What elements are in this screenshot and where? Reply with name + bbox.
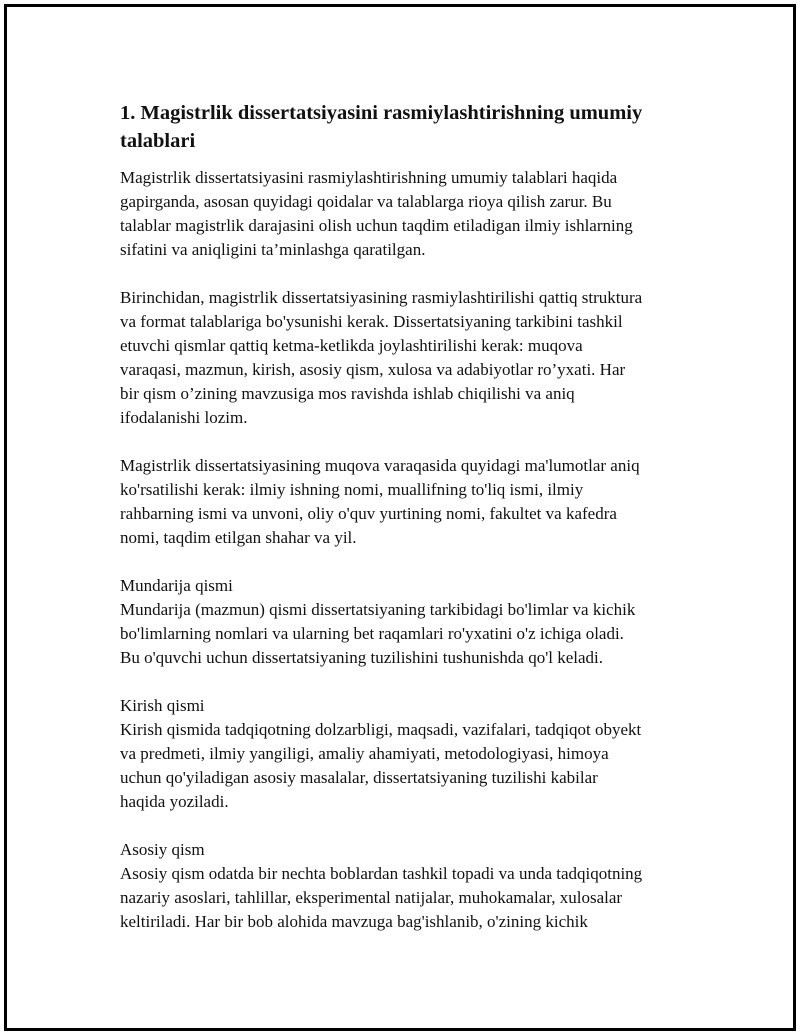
text-line: rahbarning ismi va unvoni, oliy o'quv yurtining nomi, fakultet va kafedra (120, 504, 617, 523)
text-line: ifodalanishi lozim. (120, 408, 248, 427)
heading-line: 1. Magistrlik dissertatsiyasini rasmiylashtirishning umumiy (120, 102, 643, 124)
text-line: talablar magistrlik darajasini olish uchun taqdim etiladigan ilmiy ishlarning (120, 216, 633, 235)
text-line: va format talablariga bo'ysunishi kerak. Dissertatsiyaning tarkibini tashkil (120, 312, 623, 331)
paragraph-intro (120, 166, 700, 262)
text-line: bir qism o’zining mavzusiga mos ravishda ishlab chiqilishi va aniq (120, 384, 575, 403)
text-line: nazariy asoslari, tahlillar, eksperimental natijalar, muhokamalar, xulosalar (120, 888, 623, 907)
text-line: etuvchi qismlar qattiq ketma-ketlikda joylashtirilishi kerak: muqova (120, 336, 583, 355)
subheading-line: Mundarija qismi (120, 576, 233, 595)
text-line: varaqasi, mazmun, kirish, asosiy qism, xulosa va adabiyotlar ro’yxati. Har (120, 360, 626, 379)
page-frame (4, 4, 796, 1031)
paragraph-main-part (120, 838, 700, 934)
text-line: uchun qo'yiladigan asosiy masalalar, dissertatsiyaning tuzilishi kabilar (120, 768, 598, 787)
paragraph-cover-page (120, 454, 700, 550)
text-line: Mundarija (mazmun) qismi dissertatsiyaning tarkibidagi bo'limlar va kichik (120, 600, 636, 619)
subheading-line: Kirish qismi (120, 696, 205, 715)
heading-line: talablari (120, 130, 196, 152)
text-line: va predmeti, ilmiy yangiligi, amaliy ahamiyati, metodologiyasi, himoya (120, 744, 609, 763)
text-line: haqida yoziladi. (120, 792, 229, 811)
section-heading (120, 99, 700, 155)
text-line: bo'limlarning nomlari va ularning bet raqamlari ro'yxatini o'z ichiga oladi. (120, 624, 624, 643)
text-line: gapirganda, asosan quyidagi qoidalar va talablarga rioya qilish zarur. Bu (120, 192, 612, 211)
paragraph-contents (120, 574, 700, 670)
text-line: ko'rsatilishi kerak: ilmiy ishning nomi, muallifning to'liq ismi, ilmiy (120, 480, 584, 499)
text-line: keltiriladi. Har bir bob alohida mavzuga bag'ishlanib, o'zining kichik (120, 912, 588, 931)
text-line: Magistrlik dissertatsiyasini rasmiylashtirishning umumiy talablari haqida (120, 168, 618, 187)
text-line: sifatini va aniqligini ta’minlashga qaratilgan. (120, 240, 426, 259)
text-line: Kirish qismida tadqiqotning dolzarbligi, maqsadi, vazifalari, tadqiqot obyekt (120, 720, 642, 739)
text-line: Birinchidan, magistrlik dissertatsiyasining rasmiylashtirilishi qattiq struktura (120, 288, 643, 307)
text-line: nomi, taqdim etilgan shahar va yil. (120, 528, 357, 547)
text-line: Asosiy qism odatda bir nechta boblardan tashkil topadi va unda tadqiqotning (120, 864, 643, 883)
text-line: Bu o'quvchi uchun dissertatsiyaning tuzilishini tushunishda qo'l keladi. (120, 648, 604, 667)
text-line: Magistrlik dissertatsiyasining muqova varaqasida quyidagi ma'lumotlar aniq (120, 456, 640, 475)
paragraph-structure (120, 286, 700, 430)
document-body (120, 99, 700, 934)
subheading-line: Asosiy qism (120, 840, 205, 859)
paragraph-introduction (120, 694, 700, 814)
